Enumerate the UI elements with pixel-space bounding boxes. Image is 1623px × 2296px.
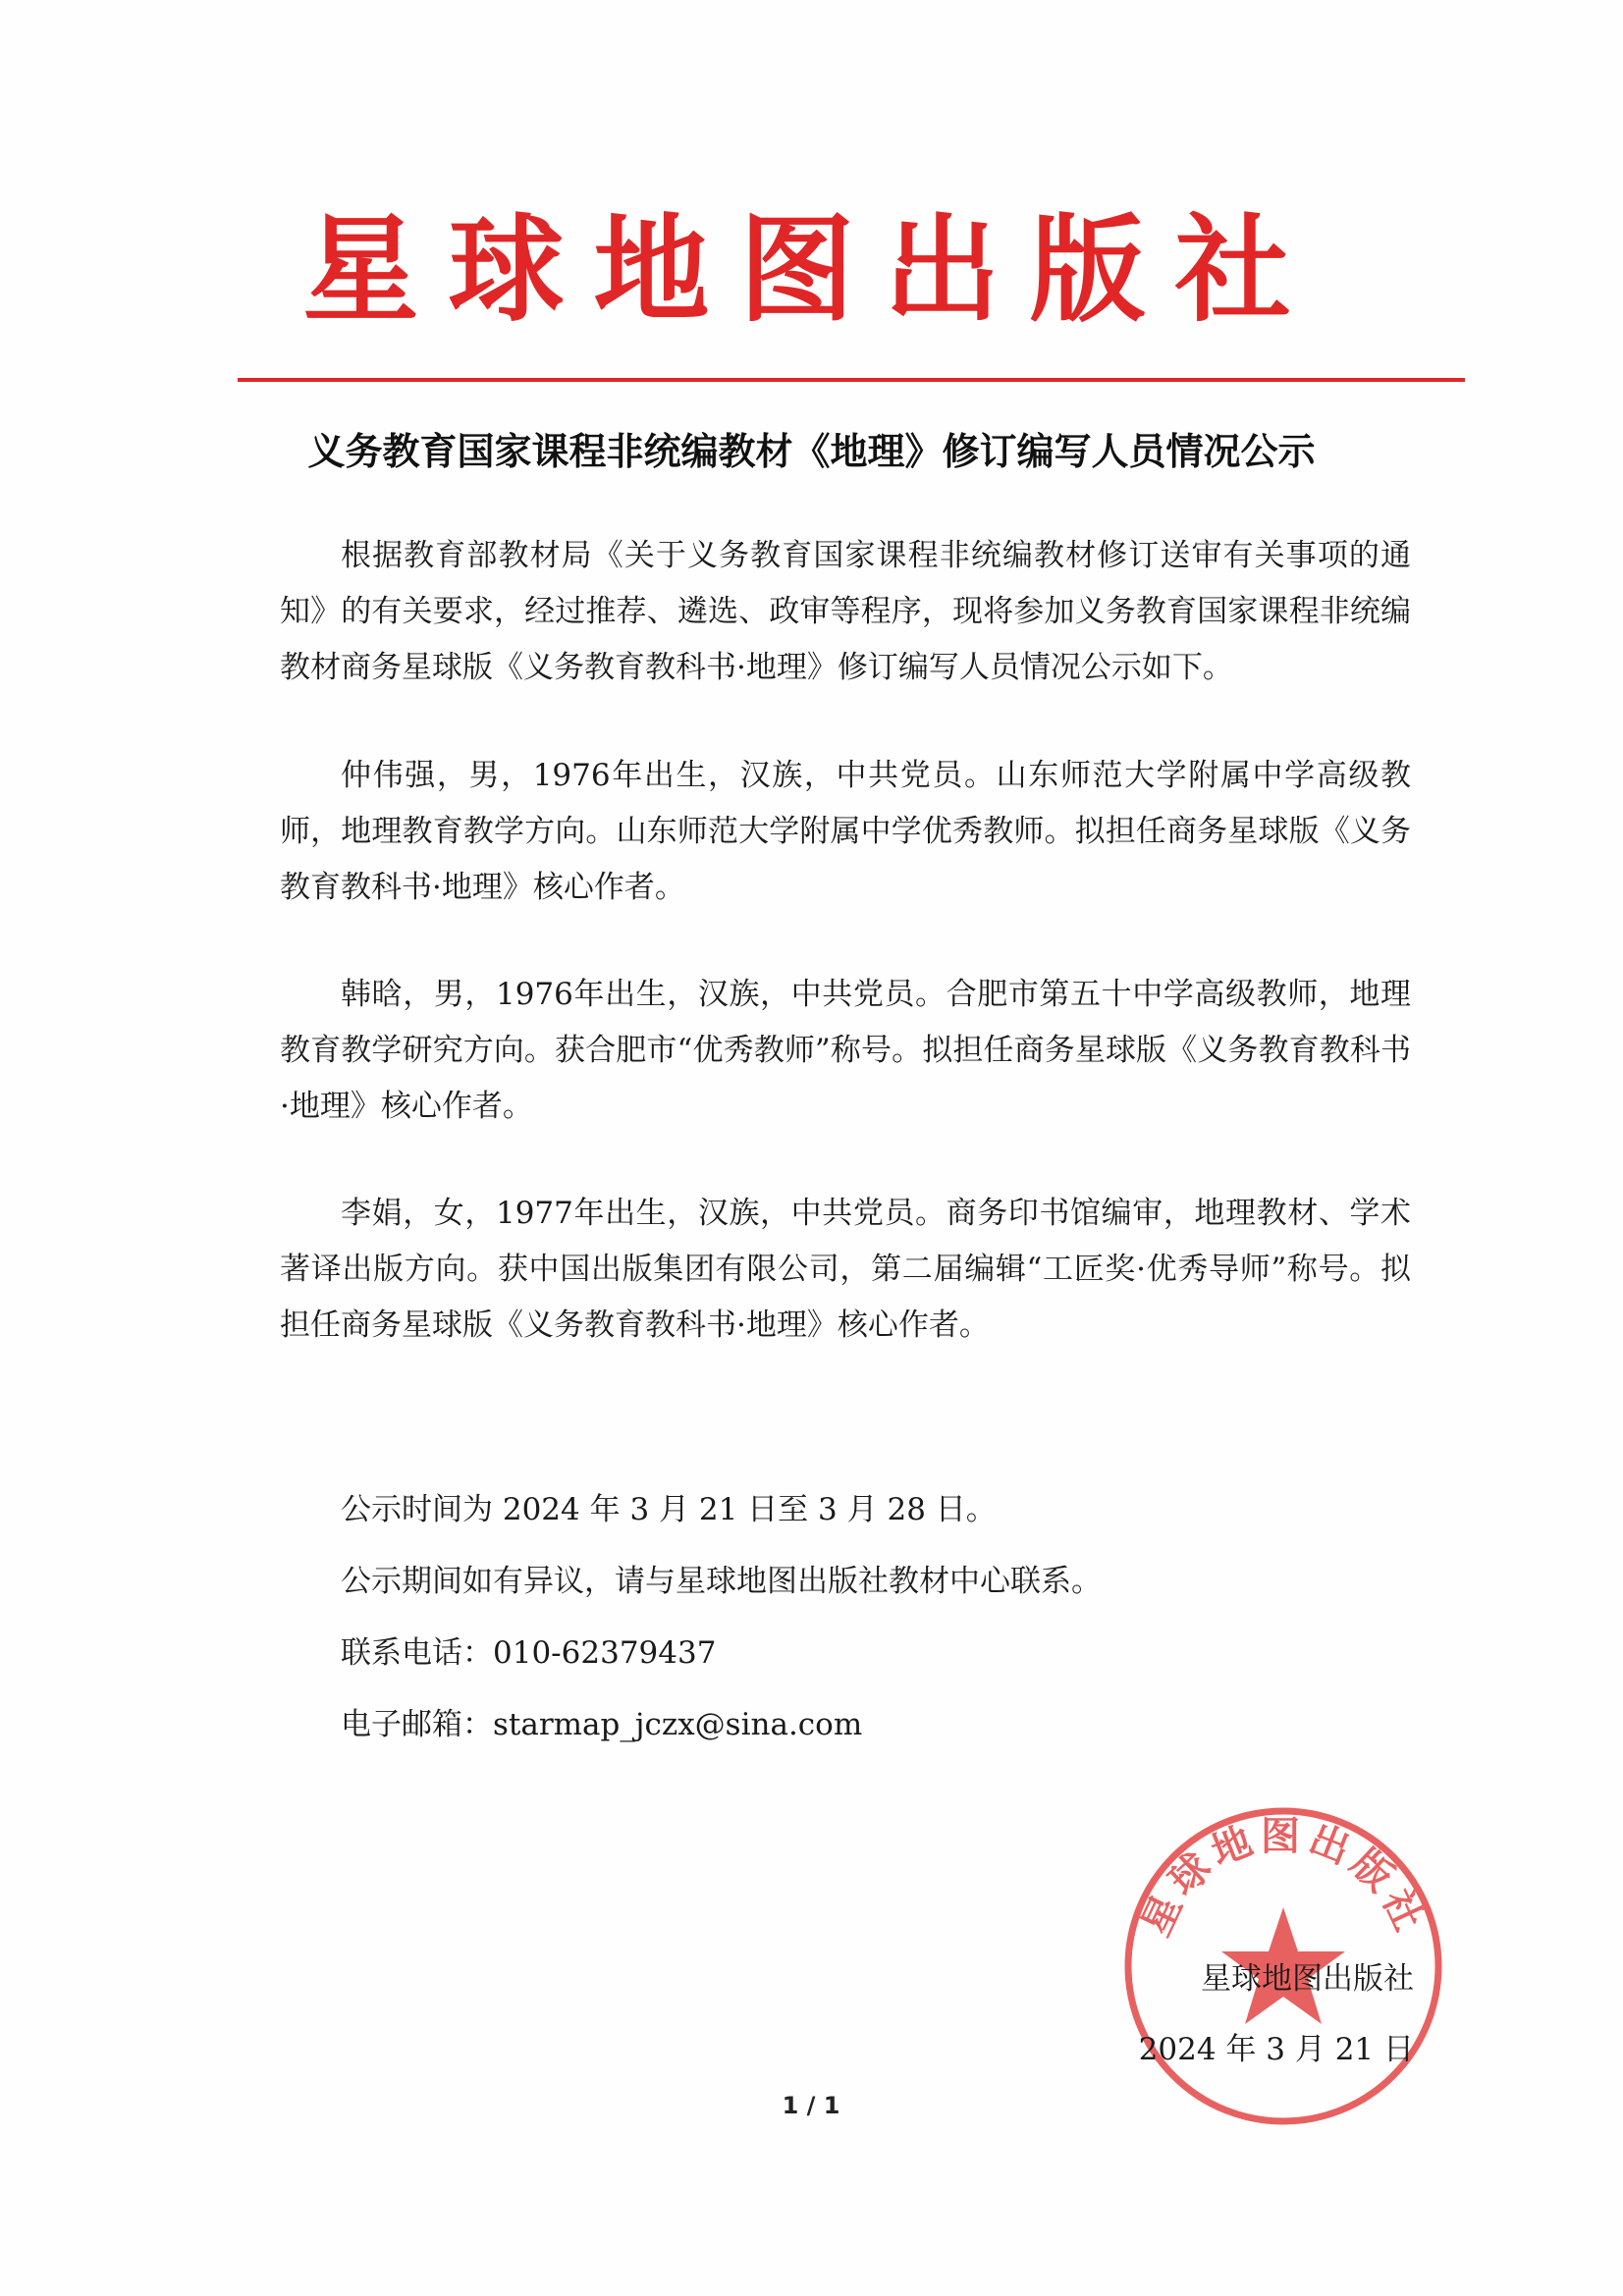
signature-organization: 星球地图出版社 bbox=[1201, 1961, 1414, 1997]
notice-period: 公示时间为 2024 年 3 月 21 日至 3 月 28 日。 bbox=[341, 1492, 997, 1527]
notice-objection: 公示期间如有异议，请与星球地图出版社教材中心联系。 bbox=[341, 1564, 1102, 1599]
person-paragraph: 仲伟强，男，1976年出生，汉族，中共党员。山东师范大学附属中学高级教师，地理教育教学方向。山东师范大学附属中学优秀教师。拟担任商务星球版《义务教育教科书·地理》核心作者。 bbox=[280, 758, 1411, 905]
contact-phone: 联系电话：010-62379437 bbox=[341, 1635, 717, 1671]
document-title: 义务教育国家课程非统编教材《地理》修订编写人员情况公示 bbox=[307, 430, 1316, 473]
person-paragraph: 李娟，女，1977年出生，汉族，中共党员。商务印书馆编审，地理教材、学术著译出版方向。获中国出版集团有限公司，第二届编辑“工匠奖·优秀导师”称号。拟担任商务星球版《义务教育教科书·地理》核心作者。 bbox=[280, 1196, 1411, 1343]
person-paragraph: 韩晗，男，1976年出生，汉族，中共党员。合肥市第五十中学高级教师，地理教育教学研究方向。获合肥市“优秀教师”称号。拟担任商务星球版《义务教育教科书·地理》核心作者。 bbox=[280, 977, 1411, 1124]
letterhead-divider bbox=[238, 378, 1465, 382]
seal-text: 星球地图出版社 bbox=[1132, 1813, 1434, 1944]
letterhead: 星球地图出版社 bbox=[302, 201, 1321, 338]
page-number: 1 / 1 bbox=[782, 2092, 840, 2119]
contact-email: 电子邮箱：starmap_jczx@sina.com bbox=[341, 1707, 863, 1742]
intro-paragraph: 根据教育部教材局《关于义务教育国家课程非统编教材修订送审有关事项的通知》的有关要求，经过推荐、遴选、政审等程序，现将参加义务教育国家课程非统编教材商务星球版《义务教育教科书·地理》修订编写人员情况公示如下。 bbox=[280, 538, 1411, 685]
signature-date: 2024 年 3 月 21 日 bbox=[1138, 2032, 1414, 2067]
